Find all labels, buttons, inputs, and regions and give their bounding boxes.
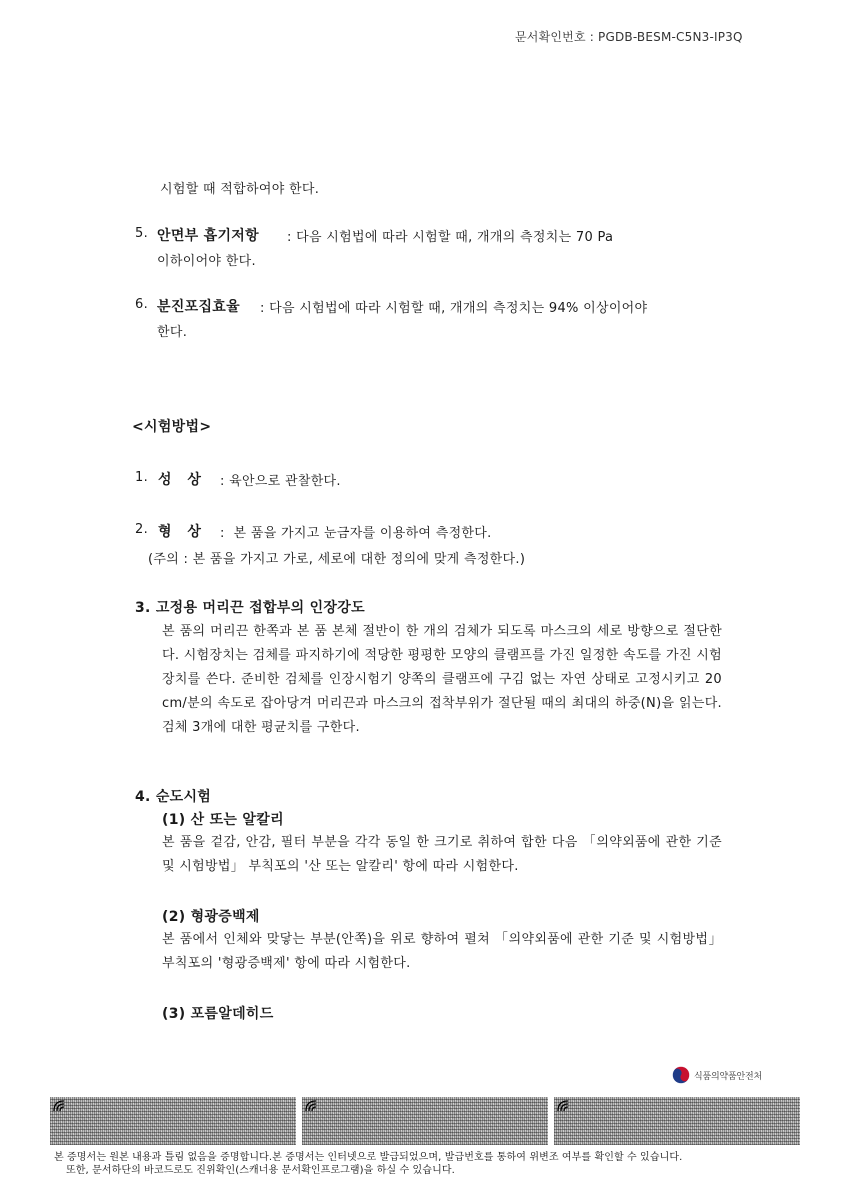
- item-text: : 육안으로 관찰한다.: [220, 474, 341, 489]
- paragraph: 본 품을 겉감, 안감, 필터 부분을 각각 동일 한 크기로 취하여 합한 다음 「의약외품에 관한 기준 및 시험방법」 부칙포의 '산 또는 알칼리' 항에 따라 시험한다.: [162, 835, 722, 874]
- barcode-marker-icon: [556, 1099, 570, 1113]
- subsection-heading: (2) 형광증백제: [162, 909, 260, 925]
- paragraph: 본 품에서 인체와 맞닿는 부분(안쪽)을 위로 향하여 펼쳐 「의약외품에 관한 기준 및 시험방법」 부칙포의 '형광증백제' 항에 따라 시험한다.: [162, 932, 722, 971]
- note: (주의 : 본 품을 가지고 가로, 세로에 대한 정의에 맞게 측정한다.): [148, 552, 526, 567]
- logo-text: 식품의약품안전처: [694, 1071, 762, 1082]
- section-heading: 3. 고정용 머리끈 접합부의 인장강도: [135, 600, 365, 616]
- item-text-cont: 이하이어야 한다.: [157, 254, 256, 269]
- barcode-marker-icon: [304, 1099, 318, 1113]
- barcode-strip: [50, 1097, 800, 1145]
- barcode: [302, 1097, 548, 1145]
- footer-line: 본 증명서는 원본 내용과 틀림 없음을 증명합니다.본 증명서는 인터넷으로 발급되었으며, 발급번호를 통하여 위변조 여부를 확인할 수 있습니다.: [54, 1152, 683, 1163]
- paragraph: 본 품의 머리끈 한쪽과 본 품 본체 절반이 한 개의 검체가 되도록 마스크의 세로 방향으로 절단한다. 시험장치는 검체를 파지하기에 적당한 평평한 모양의 클램프를 가진 일정한 속도를 가진 시험장치를 쓴다. 준비한 검체를 인장시험기 양쪽의 클램프에 구김 없는 자연 상태로 고정시키고 20 cm/분의 속도로 잡아당겨 머리끈과 마스크의 접착부위가 절단될 때의 최대의 하중(N)을 읽는다. 검체 3개에 대한 평균치를 구한다.: [162, 624, 722, 735]
- section-heading: 4. 순도시험: [135, 789, 212, 805]
- barcode: [50, 1097, 296, 1145]
- methods-heading: <시험방법>: [132, 419, 212, 435]
- item-title: 안면부 흡기저항: [157, 228, 259, 244]
- item-number: 5.: [135, 226, 149, 241]
- body-line: 시험할 때 적합하여야 한다.: [160, 182, 320, 197]
- subsection-heading: (3) 포름알데히드: [162, 1006, 274, 1022]
- item-text-cont: 한다.: [157, 325, 188, 340]
- item-title: 성 상: [158, 472, 202, 488]
- item-number: 1.: [135, 470, 149, 485]
- item-text: : 다음 시험법에 따라 시험할 때, 개개의 측정치는 70 Pa: [287, 230, 614, 245]
- footer-line: 또한, 문서하단의 바코드로도 진위확인(스캐너용 문서확인프로그램)을 하실 수 있습니다.: [66, 1165, 455, 1176]
- barcode: [554, 1097, 800, 1145]
- barcode-marker-icon: [52, 1099, 66, 1113]
- subsection-heading: (1) 산 또는 알칼리: [162, 812, 284, 828]
- item-number: 6.: [135, 297, 149, 312]
- item-number: 2.: [135, 522, 149, 537]
- taegeuk-icon: [672, 1066, 690, 1084]
- item-text: : 본 품을 가지고 눈금자를 이용하여 측정한다.: [220, 526, 492, 541]
- document-id: 문서확인번호 : PGDB-BESM-C5N3-IP3Q: [515, 30, 743, 44]
- ministry-logo: [672, 1066, 762, 1084]
- item-title: 형 상: [158, 524, 202, 540]
- item-title: 분진포집효율: [157, 299, 240, 315]
- item-text: : 다음 시험법에 따라 시험할 때, 개개의 측정치는 94% 이상이어야: [260, 301, 648, 316]
